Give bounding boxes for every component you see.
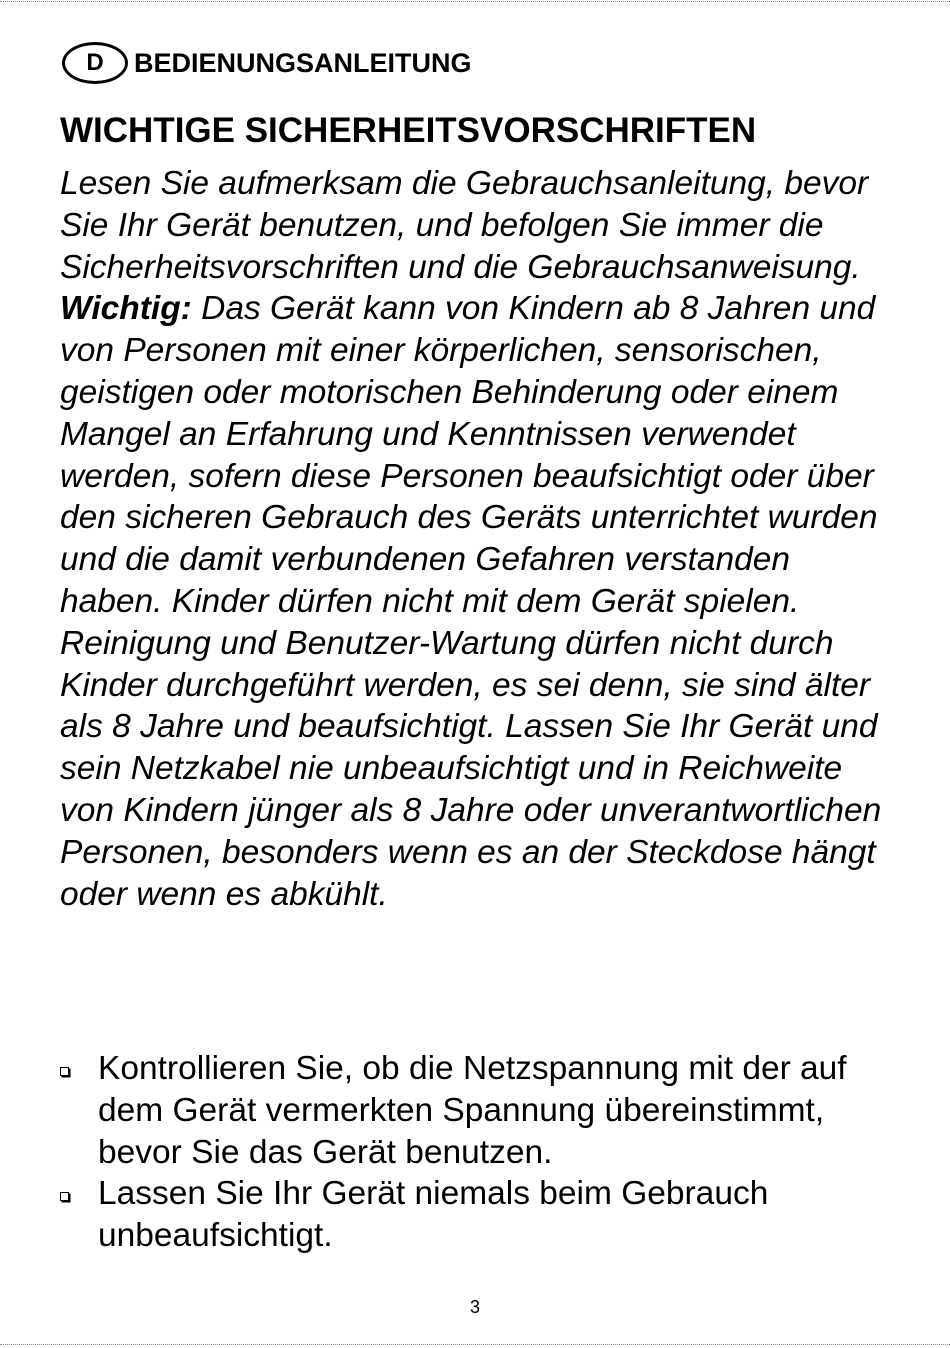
list-item — [60, 1173, 900, 1257]
intro-paragraph: Lesen Sie aufmerksam die Gebrauchsanleitung, bevor Sie Ihr Gerät benutzen, und befolgen Sie immer die Sicherheitsvorschriften und die Gebrauchsanweisung. — [60, 165, 869, 286]
important-label: Wichtig: — [60, 290, 192, 328]
page-top-border — [0, 1, 950, 2]
language-badge: D — [62, 42, 128, 84]
safety-bullet-list — [60, 1048, 900, 1257]
manual-header — [62, 40, 472, 86]
list-item — [60, 1048, 900, 1173]
checkbox-bullet-icon — [60, 1192, 69, 1201]
section-title: WICHTIGE SICHERHEITSVORSCHRIFTEN — [60, 111, 757, 150]
important-text: Das Gerät kann von Kindern ab 8 Jahren und von Personen mit einer körperlichen, sensorischen, geistigen oder motorischen Behinderung oder einem Mangel an Erfahrung und Kenntnissen verwendet werden, sofern diese Personen beaufsichtigt oder über den sicheren Gebrauch des Geräts unterrichtet wurden und die damit verbundenen Gefahren verstanden haben. Kinder dürfen nicht mit dem Gerät spielen. Reinigung und Benutzer-Wartung dürfen nicht durch Kinder durchgeführt werden, es sei denn, sie sind älter als 8 Jahre und beaufsichtigt. Lassen Sie Ihr Gerät und sein Netzkabel nie unbeaufsichtigt und in Reichweite von Kindern jünger als 8 Jahre oder unverantwortlichen Personen, besonders wenn es an der Steckdose hängt oder wenn es abkühlt. — [60, 290, 882, 913]
page-bottom-border — [0, 1344, 950, 1345]
list-item-text: Lassen Sie Ihr Gerät niemals beim Gebrauch unbeaufsichtigt. — [98, 1175, 769, 1255]
list-item-text: Kontrollieren Sie, ob die Netzspannung mit der auf dem Gerät vermerkten Spannung übereinstimmt, bevor Sie das Gerät benutzen. — [98, 1050, 847, 1171]
manual-title: BEDIENUNGSANLEITUNG — [134, 47, 472, 78]
important-paragraph — [60, 288, 900, 915]
safety-body-text — [60, 163, 900, 915]
checkbox-bullet-icon — [60, 1067, 69, 1076]
page-number: 3 — [469, 1297, 480, 1317]
